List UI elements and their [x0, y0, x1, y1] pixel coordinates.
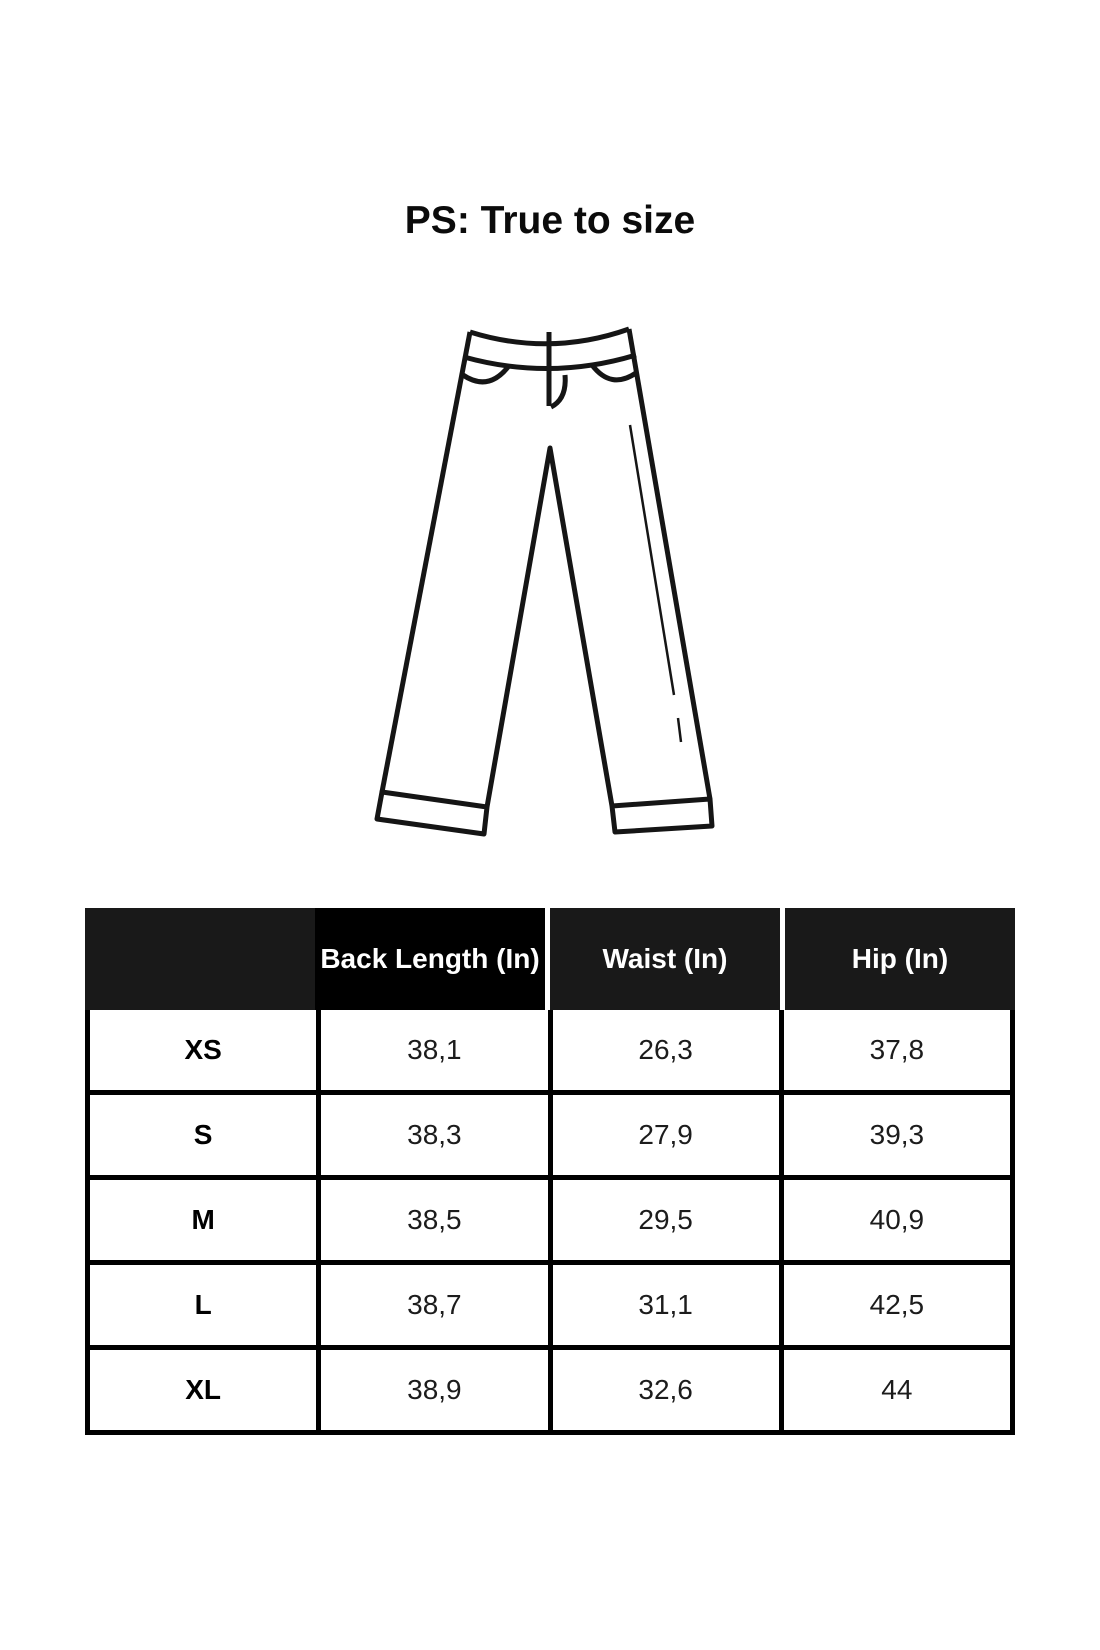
waist-value: 31,1	[548, 1265, 779, 1345]
size-chart-table	[85, 908, 1015, 1435]
back-length-value: 38,5	[316, 1180, 547, 1260]
waist-value: 26,3	[548, 1010, 779, 1090]
header-cell-waist: Waist (In)	[545, 908, 780, 1010]
size-label: S	[90, 1095, 316, 1175]
hip-value: 42,5	[779, 1265, 1010, 1345]
waist-value: 27,9	[548, 1095, 779, 1175]
pants-right-pocket	[592, 365, 636, 380]
header-cell-empty	[85, 908, 315, 1010]
pants-side-seam-dash	[678, 718, 681, 742]
hip-value: 40,9	[779, 1180, 1010, 1260]
page-title: PS: True to size	[404, 199, 696, 242]
waist-value: 29,5	[548, 1180, 779, 1260]
hip-value: 37,8	[779, 1010, 1010, 1090]
back-length-value: 38,1	[316, 1010, 547, 1090]
hip-value: 39,3	[779, 1095, 1010, 1175]
pants-right-cuff	[612, 799, 712, 832]
pants-fly-curve	[551, 375, 565, 407]
pants-left-outer-seam	[382, 332, 470, 792]
pants-right-outer-seam	[629, 329, 710, 799]
size-label: XS	[90, 1010, 316, 1090]
size-label: L	[90, 1265, 316, 1345]
pants-inner-legs	[487, 448, 612, 807]
table-row-s	[90, 1090, 1010, 1175]
back-length-value: 38,7	[316, 1265, 547, 1345]
hip-value: 44	[779, 1350, 1010, 1430]
table-row-m	[90, 1175, 1010, 1260]
pants-left-pocket	[463, 367, 508, 382]
size-label: XL	[90, 1350, 316, 1430]
table-row-xs	[90, 1010, 1010, 1090]
table-row-l	[90, 1260, 1010, 1345]
size-chart-header-row	[85, 908, 1015, 1010]
pants-icon	[355, 295, 745, 840]
size-chart-body	[85, 1010, 1015, 1435]
header-cell-hip: Hip (In)	[780, 908, 1015, 1010]
pants-left-cuff	[377, 792, 487, 834]
table-row-xl	[90, 1345, 1010, 1430]
back-length-value: 38,3	[316, 1095, 547, 1175]
waist-value: 32,6	[548, 1350, 779, 1430]
header-cell-back-length: Back Length (In)	[315, 908, 545, 1010]
back-length-value: 38,9	[316, 1350, 547, 1430]
size-label: M	[90, 1180, 316, 1260]
